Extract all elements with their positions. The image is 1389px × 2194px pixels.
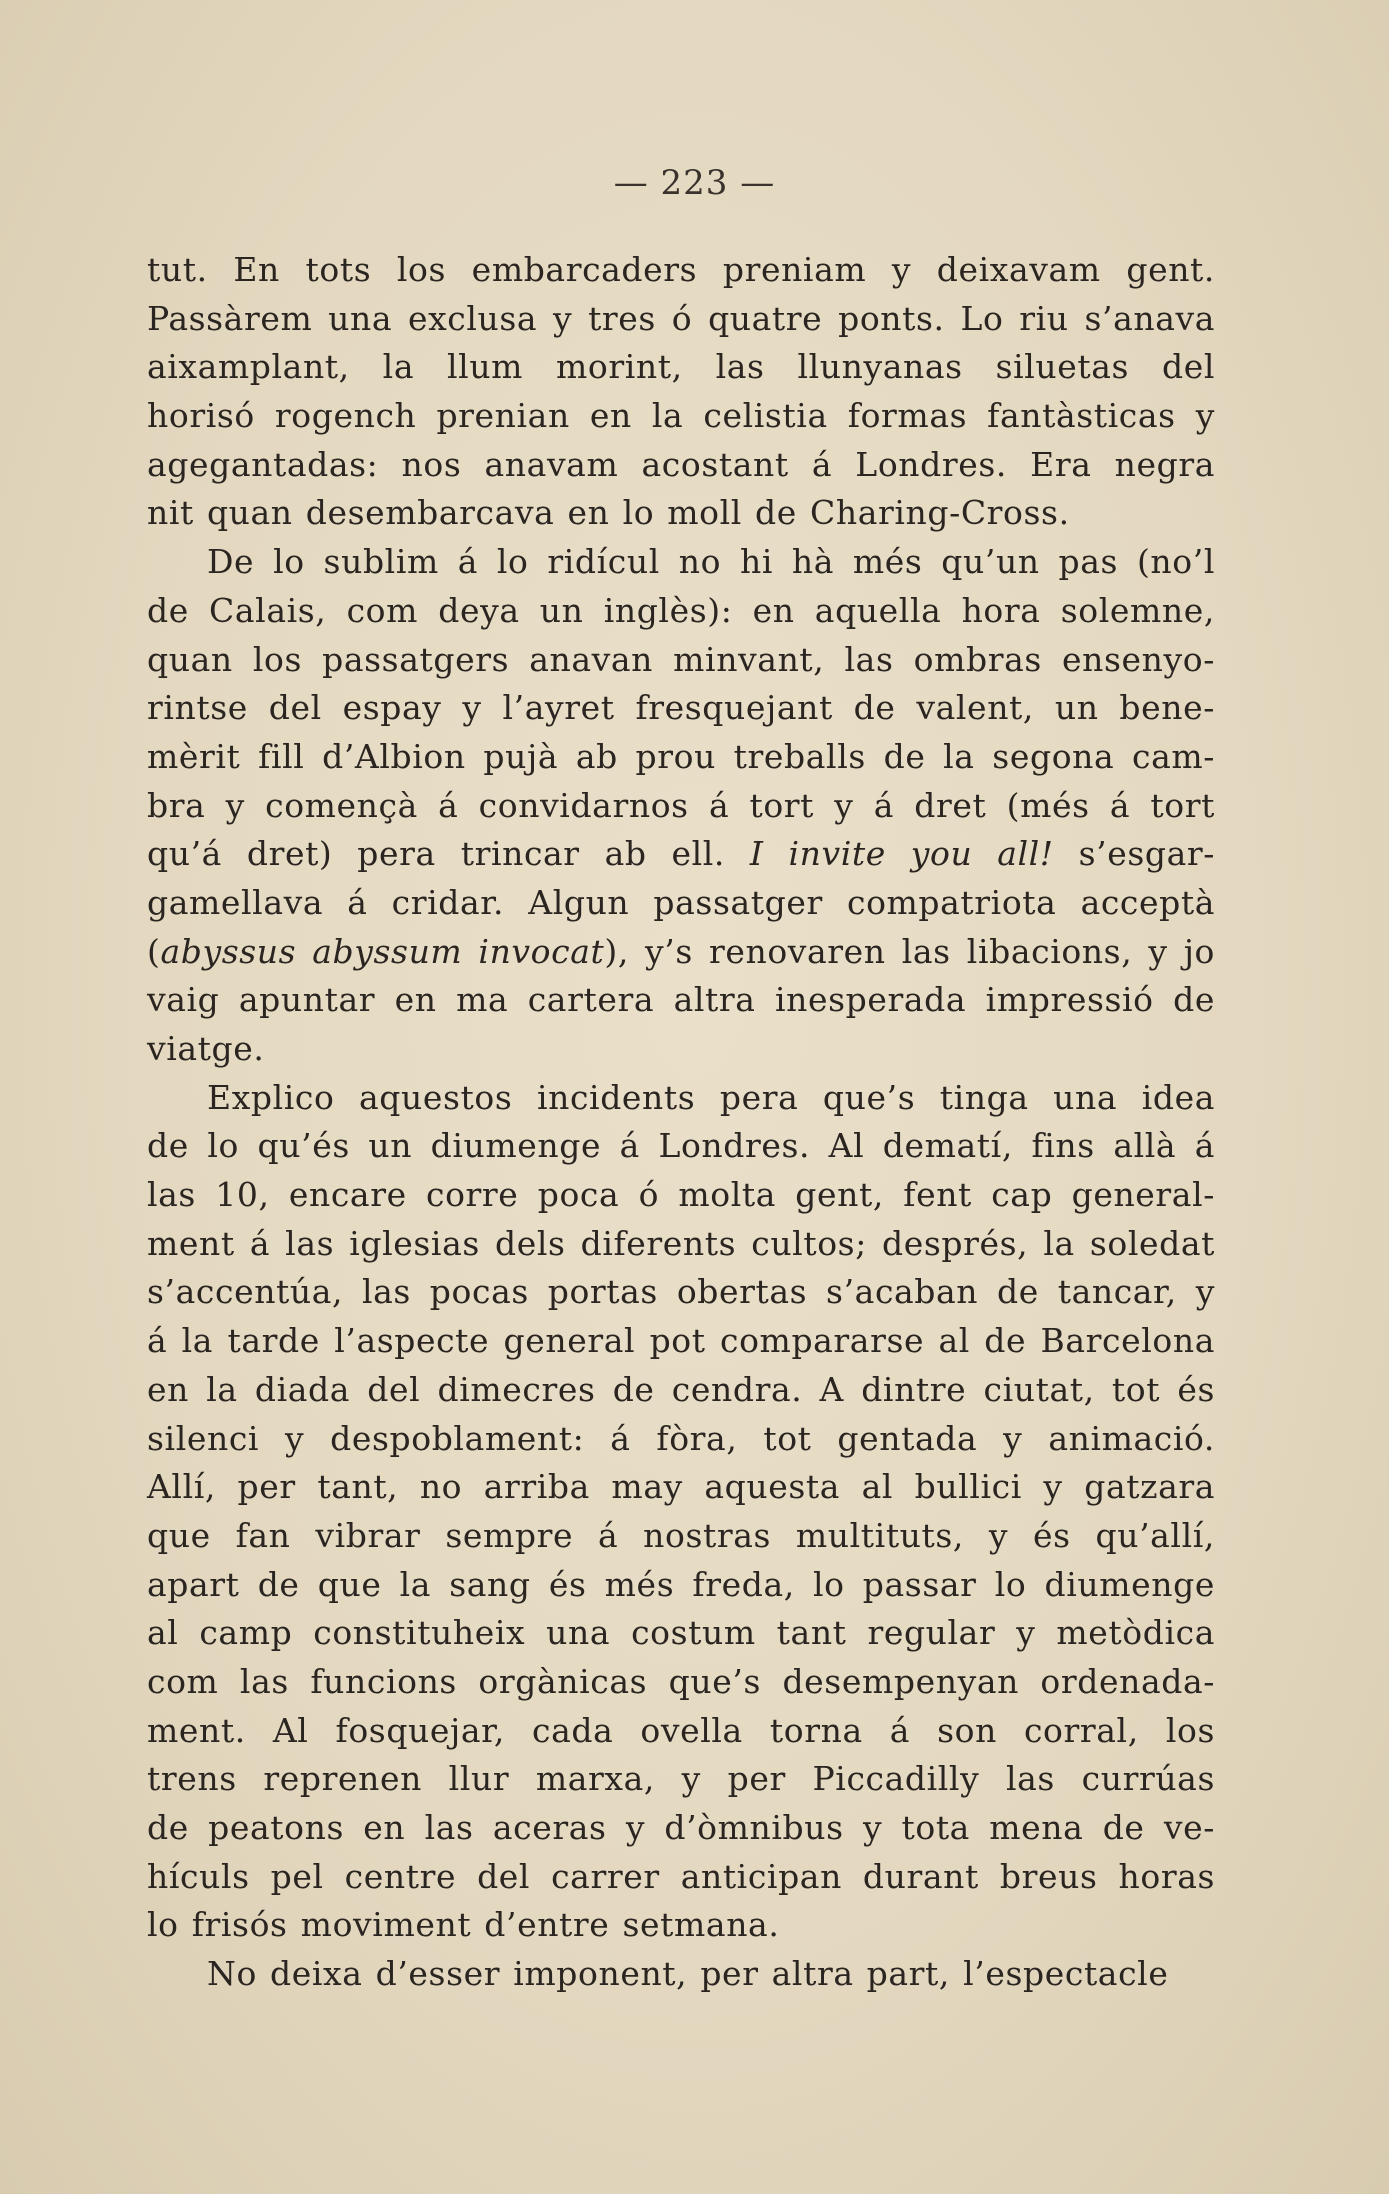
text-line [147, 733, 1215, 782]
text-run: agegantadas: nos anavam acostant á Londres. Era negra [147, 444, 1215, 484]
italic-text: abyssus abyssum invocat [160, 931, 605, 971]
text-line [147, 1074, 1215, 1123]
text-run: al camp constituheix una costum tant regular y metòdica [147, 1613, 1215, 1653]
text-line [147, 343, 1215, 392]
text-line [147, 1561, 1215, 1610]
text-line [147, 1366, 1215, 1415]
text-line [147, 1609, 1215, 1658]
text-run: s’accentúa, las pocas portas obertas s’acaban de tancar, y [147, 1272, 1215, 1312]
text-line [147, 246, 1215, 295]
text-run: que fan vibrar sempre á nostras multituts, y és qu’allí, [147, 1515, 1215, 1555]
text-line [147, 1658, 1215, 1707]
text-line [147, 392, 1215, 441]
text-line [147, 879, 1215, 928]
text-line [147, 1707, 1215, 1756]
text-line [147, 830, 1215, 879]
text-line [147, 1317, 1215, 1366]
text-run: nit quan desembarcava en lo moll de Charing-Cross. [147, 493, 1070, 533]
text-line [147, 636, 1215, 685]
text-run: com las funcions orgànicas que’s desempenyan ordenada- [147, 1661, 1215, 1701]
text-run: rintse del espay y l’ayret fresquejant de valent, un bene- [147, 688, 1215, 728]
text-run: tut. En tots los embarcaders preniam y deixavam gent. [147, 250, 1215, 289]
text-run: vaig apuntar en ma cartera altra inesperada impressió de [147, 980, 1215, 1020]
text-run: ment á las iglesias dels diferents cultos; després, la soledat [147, 1223, 1215, 1263]
text-run: apart de que la sang és més freda, lo passar lo diumenge [147, 1564, 1215, 1604]
text-run: s’esgar- [1053, 834, 1215, 874]
text-line [147, 1950, 1215, 1999]
text-line [147, 1804, 1215, 1853]
text-run: lo frisós moviment d’entre setmana. [147, 1905, 780, 1945]
text-line [147, 928, 1215, 977]
text-run: á la tarde l’aspecte general pot compararse al de Barcelona [147, 1321, 1215, 1361]
text-line [147, 1220, 1215, 1269]
text-line [147, 1853, 1215, 1902]
page-number: — 223 — [613, 163, 776, 203]
text-run: las 10, encare corre poca ó molta gent, fent cap general- [147, 1175, 1215, 1215]
text-run: De lo sublim á lo ridícul no hi hà més qu’un pas (no’l [207, 542, 1215, 582]
text-run: hículs pel centre del carrer anticipan durant breus horas [147, 1856, 1215, 1896]
text-run: de lo qu’és un diumenge á Londres. Al dematí, fins allà á [147, 1126, 1215, 1166]
text-run: trens reprenen llur marxa, y per Piccadilly las currúas [147, 1759, 1215, 1799]
text-run: viatge. [147, 1029, 265, 1068]
text-line [147, 1755, 1215, 1804]
text-run: ment. Al fosquejar, cada ovella torna á son corral, los [147, 1710, 1215, 1750]
text-line [147, 587, 1215, 636]
text-line [147, 538, 1215, 587]
text-run: Allí, per tant, no arriba may aquesta al bullici y gatzara [147, 1467, 1215, 1507]
text-run: de Calais, com deya un inglès): en aquella hora solemne, [147, 590, 1215, 630]
text-line [147, 1901, 1215, 1950]
text-line [147, 1463, 1215, 1512]
text-line [147, 441, 1215, 490]
text-run: horisó rogench prenian en la celistia formas fantàsticas y [147, 396, 1215, 436]
text-run: gamellava á cridar. Algun passatger compatriota acceptà [147, 882, 1215, 922]
text-run: mèrit fill d’Albion pujà ab prou treballs de la segona cam- [147, 736, 1215, 776]
text-run: No deixa d’esser imponent, per altra part, l’espectacle [207, 1954, 1169, 1994]
text-run: de peatons en las aceras y d’òmnibus y tota mena de ve- [147, 1808, 1215, 1847]
text-run: bra y començà á convidarnos á tort y á dret (més á tort [147, 785, 1215, 825]
text-line [147, 1122, 1215, 1171]
text-line [147, 1025, 1215, 1074]
text-line [147, 1415, 1215, 1464]
text-line [147, 1512, 1215, 1561]
text-line [147, 684, 1215, 733]
text-run: Explico aquestos incidents pera que’s tinga una idea [207, 1077, 1215, 1117]
text-line [147, 976, 1215, 1025]
text-line [147, 1268, 1215, 1317]
text-run: Passàrem una exclusa y tres ó quatre ponts. Lo riu s’anava [147, 298, 1215, 338]
text-run: qu’á dret) pera trincar ab ell. [147, 834, 750, 874]
italic-text: I invite you all! [749, 834, 1054, 874]
text-run: en la diada del dimecres de cendra. A dintre ciutat, tot és [147, 1369, 1215, 1409]
text-line [147, 295, 1215, 344]
text-line [147, 1171, 1215, 1220]
text-run: aixamplant, la llum morint, las llunyanas siluetas del [147, 347, 1215, 387]
text-run: silenci y despoblament: á fòra, tot gentada y animació. [147, 1418, 1215, 1458]
text-run: quan los passatgers anavan minvant, las ombras ensenyo- [147, 639, 1215, 679]
text-line [147, 782, 1215, 831]
text-line [147, 489, 1215, 538]
text-run: ), y’s renovaren las libacions, y jo [604, 931, 1216, 971]
text-run: ( [147, 931, 161, 971]
body-text [147, 246, 1215, 1999]
